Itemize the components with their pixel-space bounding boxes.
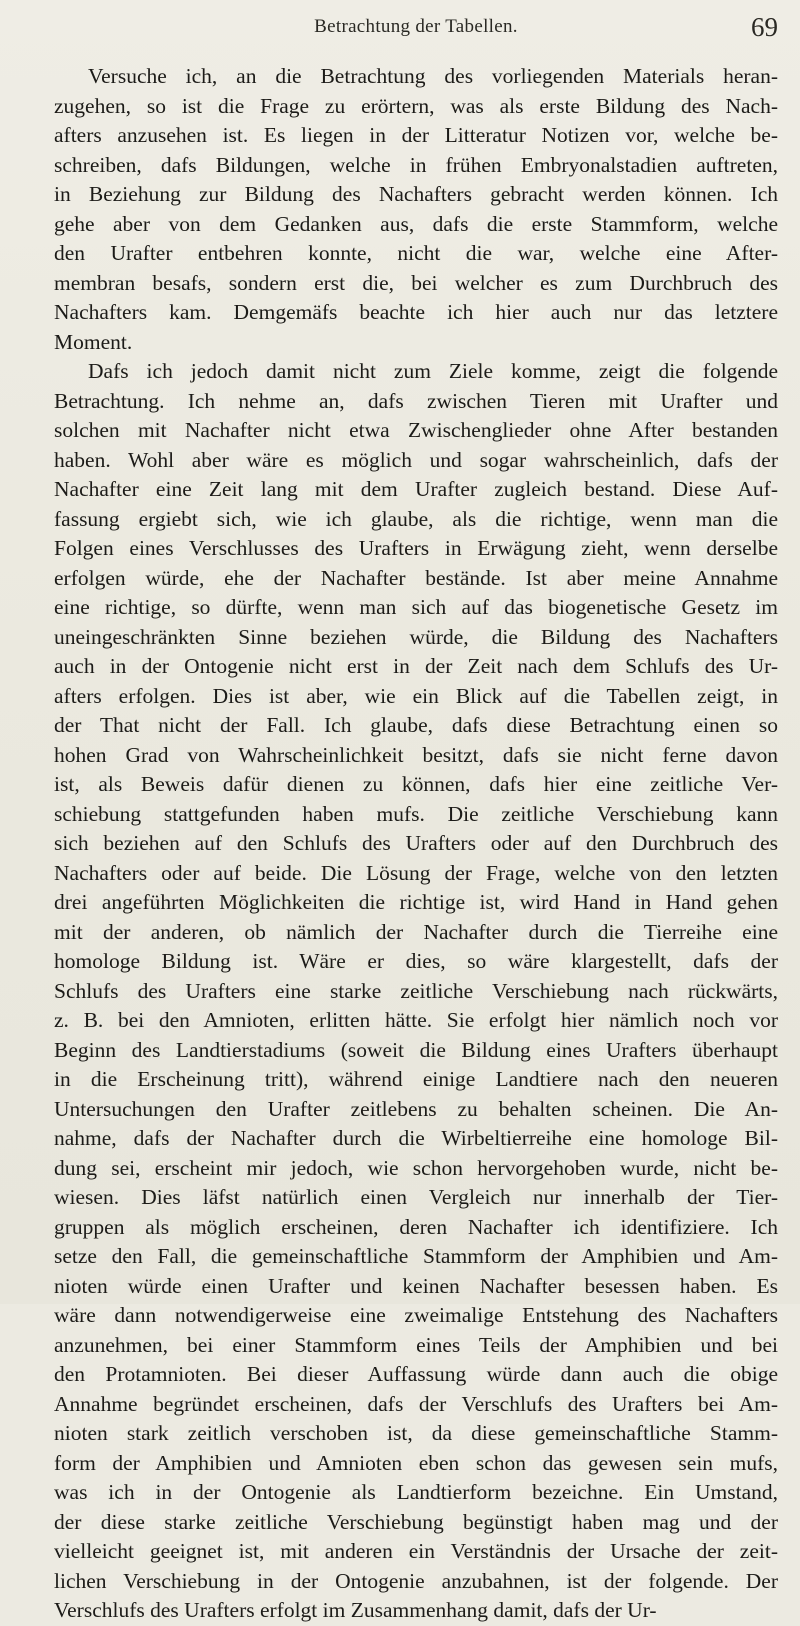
text-line: in die Erscheinung tritt), während einige Landtiere nach den neueren: [54, 1067, 778, 1091]
text-line: uneingeschränkten Sinne beziehen würde, die Bildung des Nachafters: [54, 624, 778, 649]
text-line: dung sei, erscheint mir jedoch, wie schon hervorgehoben wurde, nicht be-: [54, 1155, 778, 1180]
text-line: Untersuchungen den Urafter zeitlebens zu behalten scheinen. Die An-: [54, 1096, 778, 1121]
body-text: [54, 62, 778, 1626]
text-line: Verschlufs des Urafters erfolgt im Zusammenhang damit, dafs der Ur-: [54, 1598, 657, 1622]
paragraph: [54, 357, 778, 1626]
text-line: anzunehmen, bei einer Stammform eines Teils der Amphibien und bei: [54, 1332, 778, 1357]
text-line: Betrachtung. Ich nehme an, dafs zwischen Tieren mit Urafter und: [54, 388, 778, 413]
text-line: nioten stark zeitlich verschoben ist, da diese gemeinschaftliche Stamm-: [54, 1421, 778, 1445]
text-line: Dafs ich jedoch damit nicht zum Ziele komme, zeigt die folgende: [88, 359, 778, 383]
text-line: den Urafter entbehren konnte, nicht die war, welche eine After-: [54, 241, 778, 265]
text-line: vielleicht geeignet ist, mit anderen ein Verständnis der Ursache der zeit-: [54, 1539, 778, 1563]
text-line: was ich in der Ontogenie als Landtierform bezeichne. Ein Umstand,: [54, 1480, 778, 1504]
text-line: erfolgen würde, ehe der Nachafter bestände. Ist aber meine Annahme: [54, 565, 778, 590]
text-line: Versuche ich, an die Betrachtung des vorliegenden Materials heran-: [88, 64, 778, 88]
text-line: membran besafs, sondern erst die, bei welcher es zum Durchbruch des: [54, 270, 778, 295]
text-line: hohen Grad von Wahrscheinlichkeit besitzt, dafs sie nicht ferne davon: [54, 742, 778, 767]
text-line: setze den Fall, die gemeinschaftliche Stammform der Amphibien und Am-: [54, 1244, 778, 1268]
text-line: sich beziehen auf den Schlufs des Urafters oder auf den Durchbruch des: [54, 831, 778, 855]
text-line: auch in der Ontogenie nicht erst in der Zeit nach dem Schlufs des Ur-: [54, 654, 778, 678]
text-line: z. B. bei den Amnioten, erlitten hätte. Sie erfolgt hier nämlich noch vor: [54, 1008, 778, 1032]
running-title: Betrachtung der Tabellen.: [314, 16, 518, 37]
text-line: ist, als Beweis dafür dienen zu können, dafs hier eine zeitliche Ver-: [54, 772, 778, 796]
text-line: wiesen. Dies läfst natürlich einen Vergleich nur innerhalb der Tier-: [54, 1185, 778, 1209]
text-line: Beginn des Landtierstadiums (soweit die Bildung eines Urafters überhaupt: [54, 1037, 778, 1062]
text-line: nioten würde einen Urafter und keinen Nachafter besessen haben. Es: [54, 1273, 778, 1298]
text-line: Schlufs des Urafters eine starke zeitliche Verschiebung nach rückwärts,: [54, 978, 778, 1003]
page-number: 69: [751, 12, 778, 42]
text-line: homologe Bildung ist. Wäre er dies, so wäre klargestellt, dafs der: [54, 949, 778, 973]
text-line: gruppen als möglich erscheinen, deren Nachafter ich identifiziere. Ich: [54, 1214, 778, 1239]
text-line: haben. Wohl aber wäre es möglich und sogar wahrscheinlich, dafs der: [54, 447, 778, 472]
text-line: in Beziehung zur Bildung des Nachafters gebracht werden können. Ich: [54, 182, 778, 206]
text-line: afters anzusehen ist. Es liegen in der Litteratur Notizen vor, welche be-: [54, 123, 778, 147]
text-line: Moment.: [54, 329, 133, 354]
text-line: Annahme begründet erscheinen, dafs der Verschlufs des Urafters bei Am-: [54, 1391, 778, 1416]
text-line: der That nicht der Fall. Ich glaube, dafs diese Betrachtung einen so: [54, 713, 778, 737]
text-line: zugehen, so ist die Frage zu erörtern, was als erste Bildung des Nach-: [54, 93, 778, 118]
text-line: eine richtige, so dürfte, wenn man sich auf das biogenetische Gesetz im: [54, 595, 778, 619]
text-line: mit der anderen, ob nämlich der Nachafter durch die Tierreihe eine: [54, 919, 778, 944]
text-line: wäre dann notwendigerweise eine zweimalige Entstehung des Nachafters: [54, 1303, 778, 1327]
text-line: schreiben, dafs Bildungen, welche in frühen Embryonalstadien auftreten,: [54, 152, 778, 177]
text-line: drei angeführten Möglichkeiten die richtige ist, wird Hand in Hand gehen: [54, 890, 778, 914]
text-line: fassung ergiebt sich, wie ich glaube, als die richtige, wenn man die: [54, 506, 778, 531]
text-line: Folgen eines Verschlusses des Urafters in Erwägung zieht, wenn derselbe: [54, 536, 778, 560]
text-line: afters erfolgen. Dies ist aber, wie ein Blick auf die Tabellen zeigt, in: [54, 683, 778, 708]
text-line: form der Amphibien und Amnioten eben schon das gewesen sein mufs,: [54, 1450, 778, 1475]
paragraph: [54, 62, 778, 357]
text-line: Nachafters kam. Demgemäfs beachte ich hier auch nur das letztere: [54, 300, 778, 324]
text-line: gehe aber von dem Gedanken aus, dafs die erste Stammform, welche: [54, 211, 778, 236]
page-header: [54, 12, 778, 52]
text-line: der diese starke zeitliche Verschiebung begünstigt haben mag und der: [54, 1509, 778, 1534]
text-line: Nachafters oder auf beide. Die Lösung der Frage, welche von den letzten: [54, 860, 778, 885]
text-line: Nachafter eine Zeit lang mit dem Urafter zugleich bestand. Diese Auf-: [54, 477, 778, 501]
text-line: lichen Verschiebung in der Ontogenie anzubahnen, ist der folgende. Der: [54, 1568, 778, 1593]
text-line: solchen mit Nachafter nicht etwa Zwischenglieder ohne After bestanden: [54, 418, 778, 442]
text-line: nahme, dafs der Nachafter durch die Wirbeltierreihe eine homologe Bil-: [54, 1126, 778, 1150]
text-line: schiebung stattgefunden haben mufs. Die zeitliche Verschiebung kann: [54, 801, 778, 826]
text-line: den Protamnioten. Bei dieser Auffassung würde dann auch die obige: [54, 1362, 778, 1386]
